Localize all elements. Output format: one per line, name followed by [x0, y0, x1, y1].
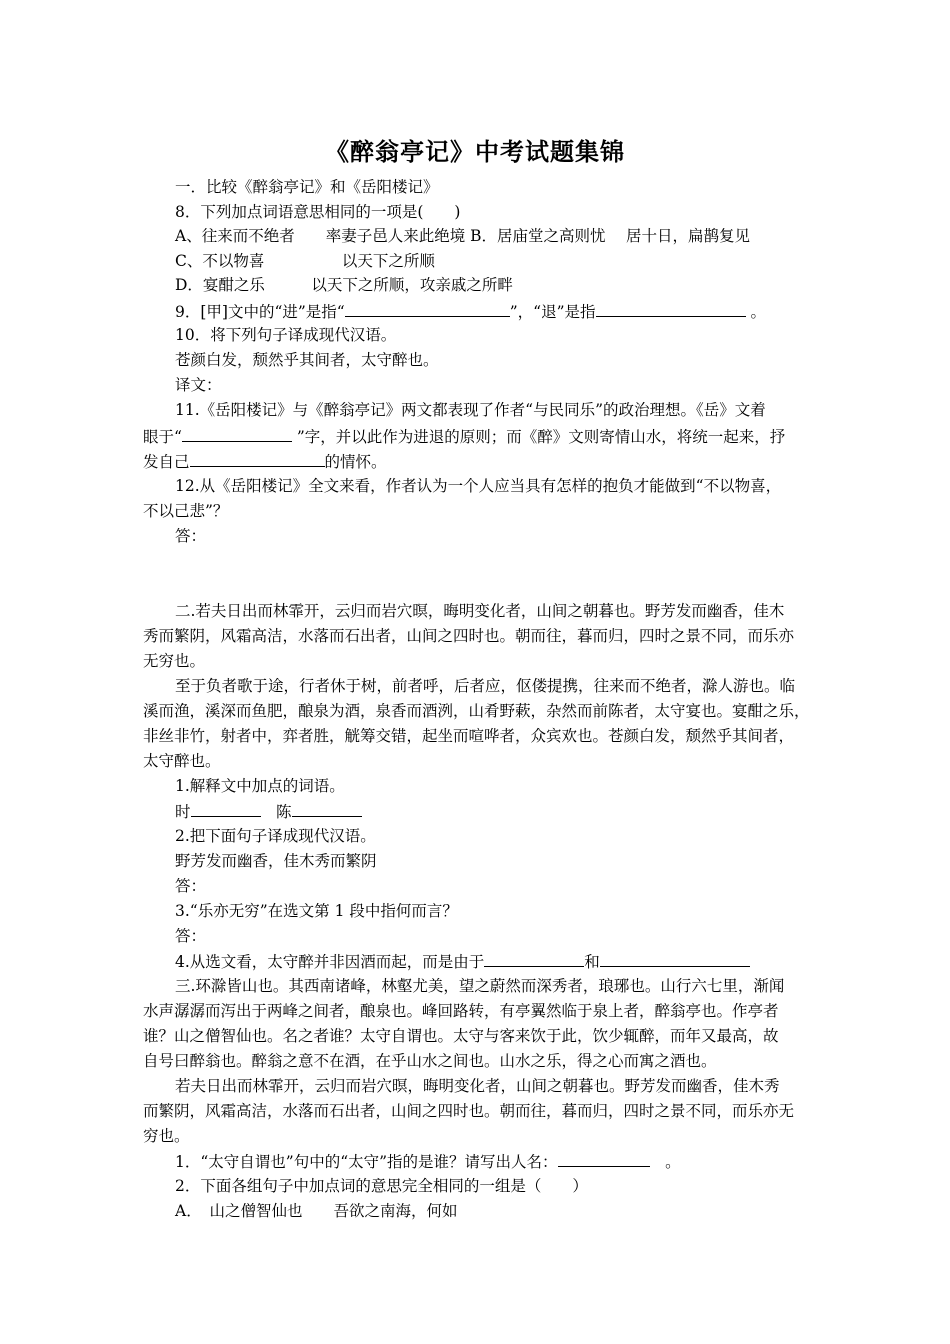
- s3-p1-line-1: 三.环滁皆山也。其西南诸峰，林壑尤美，望之蔚然而深秀者，琅琊也。山行六七里，渐闻: [175, 977, 785, 995]
- section1-heading: 一．比较《醉翁亭记》和《岳阳楼记》: [175, 178, 439, 196]
- s2-q2-answer-label: 答：: [175, 877, 207, 895]
- q11-text-2a: 眼于“: [143, 428, 182, 446]
- s2-p1-line-3: 无穷也。: [143, 652, 206, 670]
- q12-answer-label: 答：: [175, 527, 207, 545]
- s3-p2-line-1: 若夫日出而林霏开，云归而岩穴暝，晦明变化者，山间之朝暮也。野芳发而幽香，佳木秀: [175, 1077, 780, 1095]
- s2-q4-blank-2[interactable]: [600, 950, 750, 967]
- s3-q1-text-2: 。: [665, 1153, 681, 1171]
- s3-q1-text-1: 1．“太守自谓也”句中的“太守”指的是谁？请写出人名：: [175, 1153, 558, 1171]
- s2-q1-blank-2[interactable]: [292, 800, 362, 817]
- q8-option-c: C、不以物喜 以天下之所顺: [175, 252, 435, 270]
- s2-q1-line: [175, 800, 362, 823]
- s2-p2-line-3: 非丝非竹，射者中，弈者胜，觥筹交错，起坐而喧哗者，众宾欢也。苍颜白发，颓然乎其间者，: [143, 727, 795, 745]
- s3-q2-option-a: A． 山之僧智仙也 吾欲之南海，何如: [175, 1202, 458, 1220]
- q12-line-2: 不以己悲”？: [143, 502, 229, 520]
- q11-line-1: 11.《岳阳楼记》与《醉翁亭记》两文都表现了作者“与民同乐”的政治理想。《岳》文着: [175, 401, 766, 419]
- s2-q4-line: [175, 950, 750, 973]
- q9-blank-tui[interactable]: [596, 300, 746, 317]
- q11-text-3a: 发自己: [143, 453, 190, 471]
- s2-q1-word-2: 陈: [276, 803, 292, 821]
- s2-q1-blank-1[interactable]: [191, 800, 261, 817]
- q10-sentence: 苍颜白发，颓然乎其间者，太守醉也。: [175, 351, 439, 369]
- q12-line-1: 12.从《岳阳楼记》全文来看，作者认为一个人应当具有怎样的抱负才能做到“不以物喜，: [175, 477, 782, 495]
- q11-line-2: [143, 425, 785, 448]
- s3-p2-line-2: 而繁阴，风霜高洁，水落而石出者，山间之四时也。朝而往，暮而归，四时之景不同，而乐亦无: [143, 1102, 795, 1120]
- s2-q4-blank-1[interactable]: [484, 950, 584, 967]
- s2-p2-line-4: 太守醉也。: [143, 752, 221, 770]
- q9-line: [175, 300, 766, 323]
- q11-text-2b: ”字，并以此作为进退的原则；而《醉》文则寄情山水，将统一起来，抒: [296, 428, 786, 446]
- document-title: 《醉翁亭记》中考试题集锦: [325, 137, 625, 166]
- s3-p1-line-3: 谁？山之僧智仙也。名之者谁？太守自谓也。太守与客来饮于此，饮少辄醉，而年又最高，故: [143, 1027, 779, 1045]
- s3-p1-line-2: 水声潺潺而泻出于两峰之间者，酿泉也。峰回路转，有亭翼然临于泉上者，醉翁亭也。作亭者: [143, 1002, 779, 1020]
- s2-q2-sentence: 野芳发而幽香，佳木秀而繁阴: [175, 852, 377, 870]
- s2-q3-stem: 3.“乐亦无穷”在选文第 1 段中指何而言？: [175, 902, 458, 920]
- s2-q3-answer-label: 答：: [175, 927, 207, 945]
- s2-p2-line-2: 溪而渔，溪深而鱼肥，酿泉为酒，泉香而酒洌，山肴野蔌，杂然而前陈者，太守宴也。宴酣之乐，: [143, 702, 810, 720]
- q11-blank-2[interactable]: [190, 450, 325, 467]
- q9-blank-jin[interactable]: [345, 300, 510, 317]
- q11-blank-1[interactable]: [182, 425, 292, 442]
- q8-stem: 8．下列加点词语意思相同的一项是( ): [175, 203, 461, 221]
- s2-p2-line-1: 至于负者歌于途，行者休于树，前者呼，后者应，伛偻提携，往来而不绝者，滁人游也。临: [175, 677, 796, 695]
- s2-q1-stem: 1.解释文中加点的词语。: [175, 777, 345, 795]
- s3-q2-stem: 2．下面各组句子中加点词的意思完全相同的一组是（ ）: [175, 1177, 588, 1195]
- s3-q1-blank[interactable]: [558, 1150, 650, 1167]
- s2-q4-text-1: 4.从选文看，太守醉并非因酒而起，而是由于: [175, 953, 485, 971]
- q8-option-d: D．宴酣之乐 以天下之所顺，攻亲戚之所畔: [175, 276, 513, 294]
- s2-p1-line-2: 秀而繁阴，风霜高洁，水落而石出者，山间之四时也。朝而往，暮而归，四时之景不同，而乐亦: [143, 627, 795, 645]
- s2-q2-stem: 2.把下面句子译成现代汉语。: [175, 827, 376, 845]
- q11-text-3b: 的情怀。: [324, 453, 387, 471]
- s3-q1-line: [175, 1150, 681, 1173]
- q10-stem: 10．将下列句子译成现代汉语。: [175, 326, 397, 344]
- q11-line-3: [143, 450, 387, 473]
- s3-p1-line-4: 自号曰醉翁也。醉翁之意不在酒，在乎山水之间也。山水之乐，得之心而寓之酒也。: [143, 1052, 717, 1070]
- s2-q4-text-2: 和: [584, 953, 600, 971]
- s2-p1-line-1: 二.若夫日出而林霏开，云归而岩穴暝，晦明变化者，山间之朝暮也。野芳发而幽香，佳木: [175, 602, 785, 620]
- q10-answer-label: 译文：: [175, 376, 222, 394]
- s3-p2-line-3: 穷也。: [143, 1127, 190, 1145]
- q8-option-a-b: A、往来而不绝者 率妻子邑人来此绝境 B．居庙堂之高则忧 居十日，扁鹊复见: [175, 227, 750, 245]
- q9-text-1: 9．[甲]文中的“进”是指“: [175, 303, 345, 321]
- s2-q1-word-1: 时: [175, 803, 191, 821]
- q9-text-2: ”，“退”是指: [509, 303, 596, 321]
- q9-text-3: 。: [750, 303, 766, 321]
